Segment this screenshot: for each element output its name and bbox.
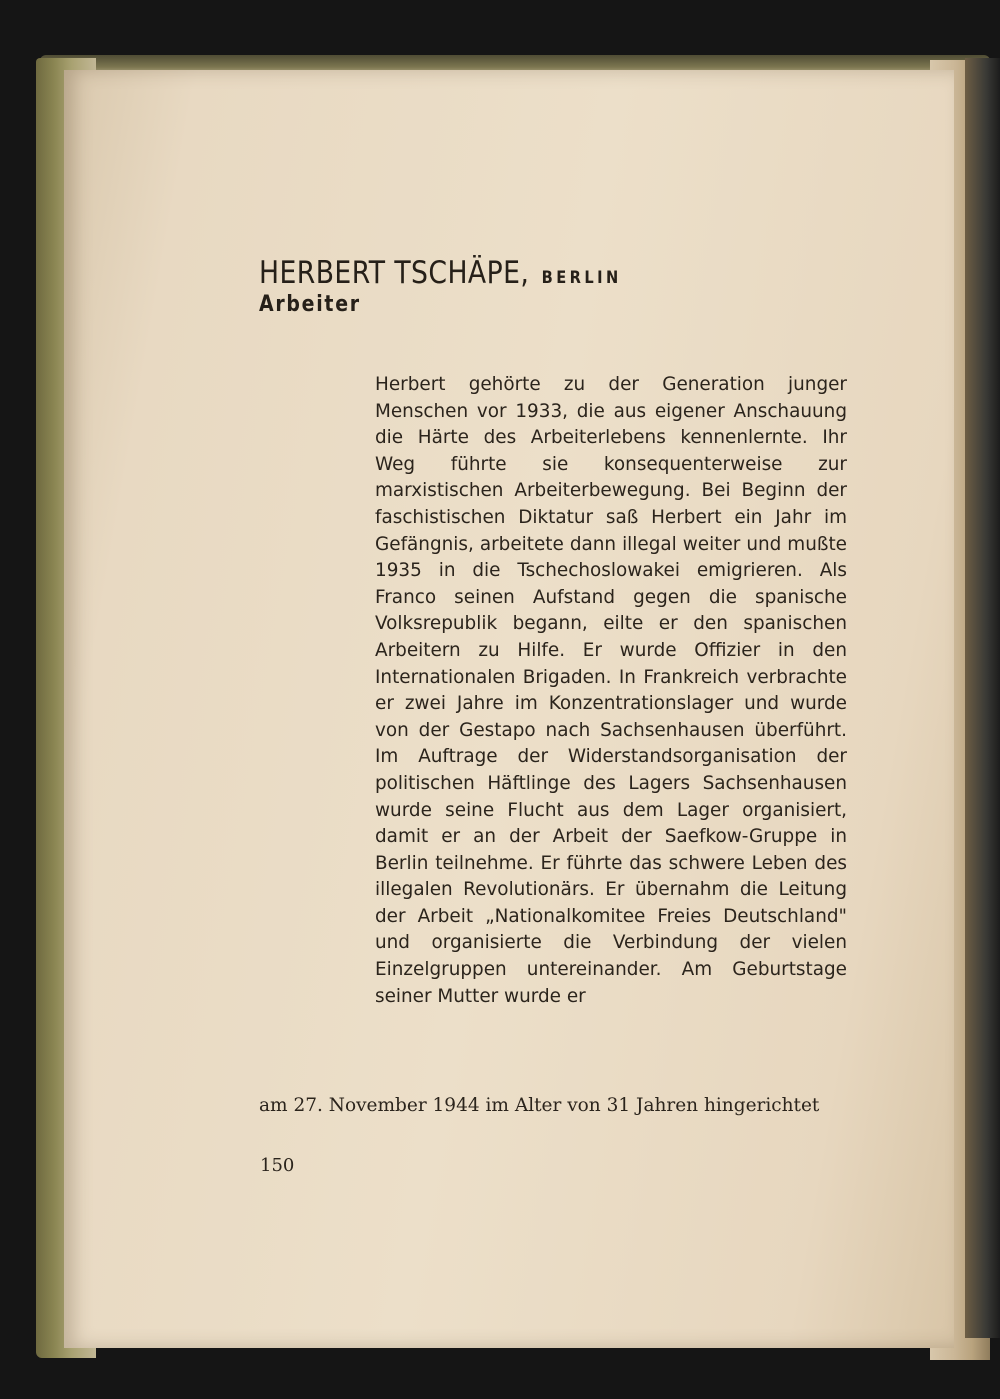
person-city: BERLIN [541,268,622,288]
page-number: 150 [260,1155,295,1176]
biography-text: Herbert gehörte zu der Generation junger Menschen vor 1933, die aus eigener Anschauung die Härte des Arbeiterlebens kennenlernte. Ihr Weg führte sie konsequenterweise zur marxistischen Arbeiterbewegung. Bei Beginn der faschistischen Diktatur saß Herbert ein Jahr im Gefängnis, arbeitete dann illegal weiter und mußte 1935 in die Tschechoslowakei emigrieren. Als Franco seinen Aufstand gegen die spanische Volksrepublik begann, eilte er den spanischen Arbeitern zu Hilfe. Er wurde Offizier in den Internationalen Brigaden. In Frankreich verbrachte er zwei Jahre im Konzentrationslager und wurde von der Gestapo nach Sachsenhausen überführt. Im Auftrage der Widerstandsorganisation der politischen Häftlinge des Lagers Sachsenhausen wurde seine Flucht aus dem Lager organisiert, damit er an der Arbeit der Saefkow-Gruppe in Berlin teilnehme. Er führte das schwere Leben des illegalen Revolutionärs. Er übernahm die Leitung der Arbeit „Nationalkomitee Freies Deutschland" und organisierte die Verbindung der vielen Einzelgruppen untereinander. Am Geburtstage seiner Mutter wurde er [375,374,847,1007]
person-occupation: Arbeiter [259,292,361,317]
page-stack-shadow [965,58,1000,1338]
page-title [259,255,622,291]
person-name: HERBERT TSCHÄPE, [259,255,530,291]
closing-line: am 27. November 1944 im Alter von 31 Jahren hingerichtet [259,1095,820,1116]
book-page [64,70,954,1348]
